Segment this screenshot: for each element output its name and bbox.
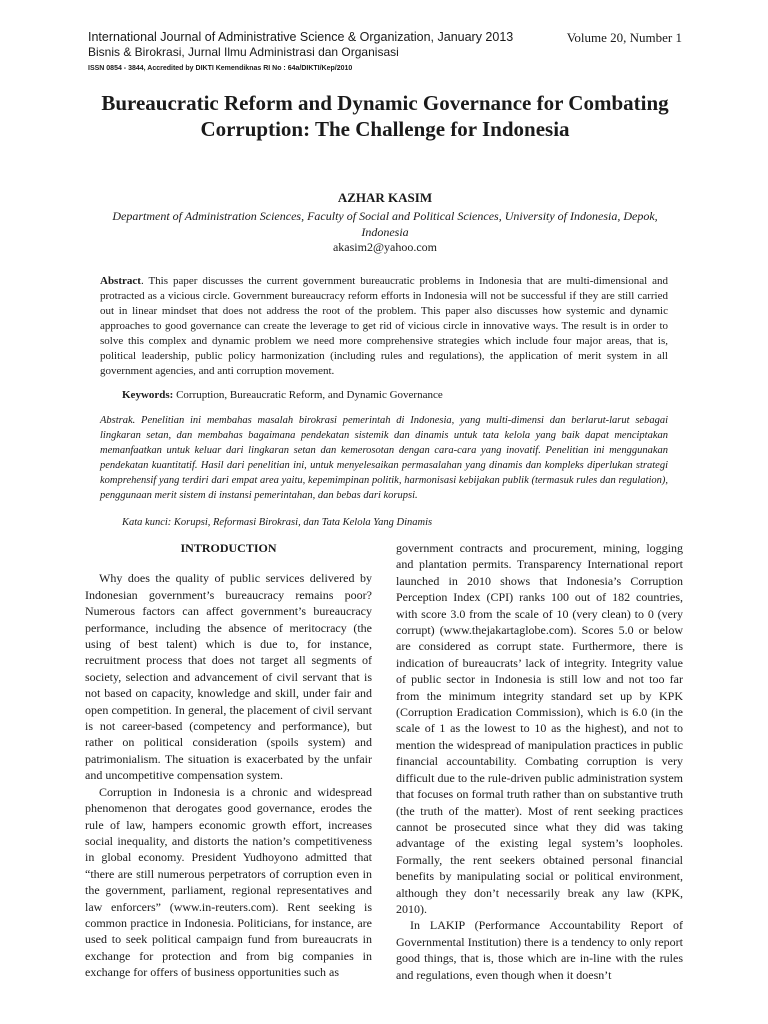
paper-title: Bureaucratic Reform and Dynamic Governance for Combating Corruption: The Challenge for Indonesia <box>101 91 669 141</box>
journal-subtitle: Bisnis & Birokrasi, Jurnal Ilmu Administrasi dan Organisasi <box>88 45 399 59</box>
keywords-text: Corruption, Bureaucratic Reform, and Dynamic Governance <box>173 389 443 401</box>
journal-header-line <box>88 30 682 45</box>
abstrak: Abstrak. Penelitian ini membahas masalah birokrasi pemerintah di Indonesia, yang multi-dimensi dan berlarut-larut sebagai lingkaran setan, dan membahas bagaimana pendekatan sistemik dan dinamis untuk tata kelola yang baik dapat menciptakan memanfaatkan untuk keluar dari lingkaran setan dan kemerosotan dengan cara-cara yang inovatif. Penelitian ini menggunakan pendekatan kuantitatif. Hasil dari penelitian ini, untuk menyelesaikan permasalahan yang dinamis dan kompleks diperlukan strategi komprehensif yang terdiri dari empat area yaitu, kepemimpinan politik, harmonisasi kebijakan publik (termasuk rules dan regulation), penggunaan merit sistem di instansi pemerintahan, dan bebas dari korupsi. <box>100 415 668 501</box>
body-paragraph: government contracts and procurement, mining, logging and plantation permits. Transparency International report launched in 2010 shows that Indonesia’s Corruption Perception Index (CPI) ranks 100 out of 182 countries, with score 3.0 from the scale of 10 (very clean) to 0 (very corrupt) (www.thejakartaglobe.com). Scores 5.0 or below are considered as corrupt state. Furthermore, there is indication of bureaucrats’ lack of integrity. Integrity value of public sector in Indonesia is still low and not too far from the minimum integrity standard set up by KPK (Corruption Eradication Commission), which is 6.0 (in the scale of 1 as the lowest to 10 as the highest), and not to mention the widespread of manipulation practices in public financial accountability. Combating corruption is very difficult due to the rule-driven public administration system that focuses on formal truth rather than on substantive truth (the truth of the matter). Most of rent seeking practices cannot be prosecuted since what they did was taking advantage of the existing legal system’s loopholes. Formally, the rent seekers obtained personal financial benefits by manipulating social or political environment, although they don’t necessarily break any law (KPK, 2010). <box>396 541 683 916</box>
journal-issn: ISSN 0854 - 3844, Accredited by DIKTI Kemendiknas RI No : 64a/DIKTI/Kep/2010 <box>88 65 353 72</box>
journal-name: International Journal of Administrative Science & Organization, January 2013 <box>88 30 514 44</box>
abstract-text: . This paper discusses the current government bureaucratic problems in Indonesia that are multi-dimensional and protracted as a vicious circle. Government bureaucracy reform efforts in Indonesia will not be successful if they are still carried out in linear mindset that does not address the root of the problem. This paper also discusses how systemic and dynamic approaches to good governance can create the leverage to get rid of vicious circle in innovative ways. The result is in order to solve this complex and dynamic problem we need more comprehensive strategies which include four major areas, that is, political leadership, public policy harmonization (including rules and regulations), the application of merit system in all government agencies, and anti corruption movement. <box>100 275 668 377</box>
author-name: AZHAR KASIM <box>337 190 433 205</box>
abstract <box>100 274 668 379</box>
right-column <box>396 540 683 983</box>
section-heading: INTRODUCTION <box>180 541 277 555</box>
journal-volume: Volume 20, Number 1 <box>566 30 682 45</box>
abstract-label: Abstract <box>100 275 141 287</box>
body-paragraph: Corruption in Indonesia is a chronic and widespread phenomenon that derogates good governance, erodes the rule of law, hampers economic growth effort, increases social inequality, and distorts the nation’s competitiveness in global economy. President Yudhoyono admitted that “there are still numerous perpetrators of corruption even in the government, parliament, regional representatives and law enforcers” (www.in-reuters.com). Rent seeking is common practice in Indonesia. Politicians, for instance, are used to seek political campaign fund from bureaucrats in exchange for protection and from big companies in exchange for offers of business opportunities such as <box>85 784 372 980</box>
body-paragraph: Why does the quality of public services delivered by Indonesian government’s bureaucracy remains poor? Numerous factors can affect government’s bureaucracy performance, including the absence of meritocracy (the using of best talent) which is due to, for instance, recruitment process that does not target all segments of society, selection and advancement of civil servant that is not based on capacity, knowledge and skill, under fair and open competition. In general, the placement of civil servant is not career-based (competency and performance), but rather on political consideration (spoils system) and patrimonialism. The situation is exacerbated by the unfair and uncompetitive compensation system. <box>85 571 372 783</box>
journal-header <box>88 30 682 75</box>
left-column <box>85 540 372 981</box>
body-paragraph: In LAKIP (Performance Accountability Report of Governmental Institution) there is a tendency to only report good things, that is, those which are in-line with the rules and regulations, even though when it doesn’t <box>396 918 683 982</box>
keywords <box>122 389 668 401</box>
author-email: akasim2@yahoo.com <box>332 240 438 254</box>
author-affiliation: Department of Administration Sciences, Faculty of Social and Political Sciences, University of Indonesia, Depok, Indonesia <box>112 209 658 239</box>
kata-kunci: Kata kunci: Korupsi, Reformasi Birokrasi, dan Tata Kelola Yang Dinamis <box>122 517 433 528</box>
keywords-label: Keywords: <box>122 389 174 401</box>
